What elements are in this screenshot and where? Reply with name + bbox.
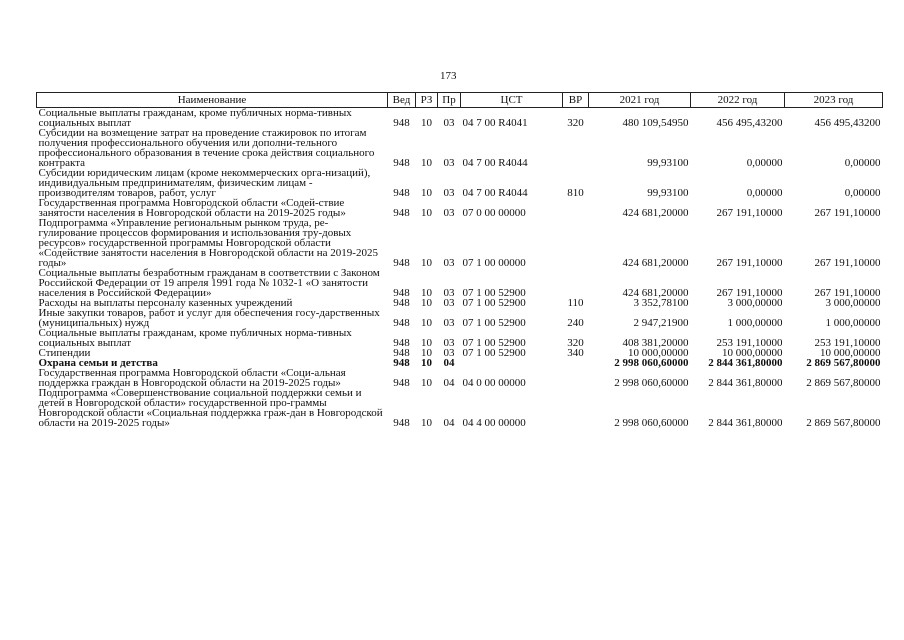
row-amount-2022: 2 844 361,80000 (708, 377, 783, 389)
row-amount-2022: 1 000,00000 (727, 317, 783, 329)
row-name: Субсидии юридическим лицам (кроме некоммерческих орга-низаций), индивидуальным предпринимателям, физическим лицам - производителям товаров, работ, услуг (38, 167, 371, 199)
row-pr: 04 (443, 417, 455, 429)
row-pr: 03 (443, 337, 455, 349)
row-name: Социальные выплаты гражданам, кроме публичных норма-тивных социальных выплат (38, 107, 352, 129)
header-2022: 2022 год (691, 93, 785, 108)
table-row (37, 218, 883, 268)
row-amount-2023: 2 869 567,80000 (806, 417, 881, 429)
row-rz: 10 (421, 297, 432, 309)
row-amount-2023: 0,00000 (844, 157, 881, 169)
row-amount-2021: 424 681,20000 (622, 207, 689, 219)
header-pr: Пр (438, 93, 461, 108)
row-ved: 948 (393, 297, 410, 309)
row-name: Субсидии на возмещение затрат на проведение стажировок по итогам получения профессионального обучения или дополни-тельного профессионального образования в течение срока действия социального контракта (38, 127, 375, 169)
row-name: Расходы на выплаты персоналу казенных учреждений (38, 297, 293, 309)
page-number: 173 (440, 70, 457, 82)
header-rz: РЗ (416, 93, 438, 108)
row-amount-2023: 2 869 567,80000 (806, 357, 881, 369)
row-amount-2022: 3 000,00000 (727, 297, 783, 309)
row-ved: 948 (393, 357, 410, 369)
row-cst: 04 0 00 00000 (462, 377, 526, 389)
row-rz: 10 (421, 347, 432, 359)
row-cst: 07 1 00 52900 (462, 317, 526, 329)
row-amount-2023: 2 869 567,80000 (806, 377, 881, 389)
row-vr (563, 128, 589, 168)
row-name: Социальные выплаты безработным гражданам в соответствии с Законом Российской Федерации от 19 апреля 1991 года № 1032-1 «О занятости населения в Российской Федерации» (38, 267, 380, 299)
row-rz: 10 (421, 357, 432, 369)
row-name: Охрана семьи и детства (38, 357, 158, 369)
row-pr: 03 (443, 187, 455, 199)
row-vr (563, 268, 589, 298)
row-vr (563, 368, 589, 388)
row-vr: 240 (567, 317, 584, 329)
table-row (37, 328, 883, 348)
row-amount-2023: 10 000,00000 (820, 347, 881, 359)
row-amount-2023: 0,00000 (844, 187, 881, 199)
row-ved: 948 (393, 337, 410, 349)
row-amount-2022: 267 191,10000 (716, 257, 783, 269)
row-name: Государственная программа Новгородской области «Содей-ствие занятости населения в Новгородской области на 2019-2025 годы» (38, 197, 346, 219)
row-cst: 04 7 00 R4044 (462, 157, 528, 169)
row-pr: 03 (443, 317, 455, 329)
row-rz: 10 (421, 417, 432, 429)
row-amount-2022: 267 191,10000 (716, 287, 783, 299)
row-amount-2021: 99,93100 (647, 157, 689, 169)
row-cst: 04 7 00 R4041 (462, 117, 528, 129)
row-pr: 03 (443, 157, 455, 169)
row-vr: 320 (567, 337, 584, 349)
row-cst: 07 1 00 52900 (462, 347, 526, 359)
row-amount-2021: 2 998 060,60000 (614, 357, 689, 369)
table-row (37, 128, 883, 168)
row-amount-2021: 3 352,78100 (633, 297, 689, 309)
row-pr: 03 (443, 207, 455, 219)
row-cst (461, 358, 563, 368)
row-cst: 04 4 00 00000 (462, 417, 526, 429)
row-vr: 320 (567, 117, 584, 129)
table-row (37, 268, 883, 298)
row-ved: 948 (393, 157, 410, 169)
row-name: Государственная программа Новгородской области «Соци-альная поддержка граждан в Новгородской области на 2019-2025 годы» (38, 367, 346, 389)
row-rz: 10 (421, 337, 432, 349)
row-rz: 10 (421, 287, 432, 299)
row-vr: 340 (567, 347, 584, 359)
row-vr (563, 198, 589, 218)
header-2021: 2021 год (589, 93, 691, 108)
table-row (37, 368, 883, 388)
row-amount-2022: 456 495,43200 (716, 117, 783, 129)
row-amount-2023: 267 191,10000 (814, 207, 881, 219)
row-amount-2021: 408 381,20000 (622, 337, 689, 349)
row-pr: 03 (443, 287, 455, 299)
row-name: Стипендии (38, 347, 91, 359)
row-ved: 948 (393, 207, 410, 219)
row-cst: 07 0 00 00000 (462, 207, 526, 219)
row-ved: 948 (393, 117, 410, 129)
table-row (37, 388, 883, 428)
row-vr (563, 358, 589, 368)
row-amount-2021: 424 681,20000 (622, 287, 689, 299)
row-rz: 10 (421, 317, 432, 329)
table-body (37, 108, 883, 429)
row-amount-2022: 267 191,10000 (716, 207, 783, 219)
row-ved: 948 (393, 187, 410, 199)
row-amount-2021: 2 947,21900 (633, 317, 689, 329)
row-pr: 04 (443, 357, 455, 369)
row-amount-2022: 2 844 361,80000 (708, 417, 783, 429)
row-vr: 810 (567, 187, 584, 199)
row-amount-2021: 10 000,00000 (628, 347, 689, 359)
row-amount-2023: 1 000,00000 (825, 317, 881, 329)
row-rz: 10 (421, 187, 432, 199)
row-amount-2022: 0,00000 (746, 157, 783, 169)
row-amount-2023: 456 495,43200 (814, 117, 881, 129)
row-cst: 07 1 00 52900 (462, 287, 526, 299)
row-pr: 04 (443, 377, 455, 389)
row-amount-2023: 253 191,10000 (814, 337, 881, 349)
row-ved: 948 (393, 347, 410, 359)
row-cst: 04 7 00 R4044 (462, 187, 528, 199)
row-rz: 10 (421, 257, 432, 269)
table-row (37, 198, 883, 218)
header-name: Наименование (37, 93, 388, 108)
row-amount-2021: 2 998 060,60000 (614, 377, 689, 389)
header-vr: ВР (563, 93, 589, 108)
table-header-row (37, 93, 883, 108)
row-amount-2022: 0,00000 (746, 187, 783, 199)
row-ved: 948 (393, 377, 410, 389)
budget-table (36, 92, 883, 428)
row-vr: 110 (567, 297, 584, 309)
row-name: Подпрограмма «Совершенствование социальной поддержки семьи и детей в Новгородской области» государственной про-граммы Новгородской области «Социальная поддержка граж-дан в Новгородской области на 2019-2025 годы» (38, 387, 383, 429)
row-pr: 03 (443, 347, 455, 359)
table-row (37, 168, 883, 198)
header-2023: 2023 год (785, 93, 883, 108)
row-amount-2021: 99,93100 (647, 187, 689, 199)
row-ved: 948 (393, 287, 410, 299)
row-amount-2023: 3 000,00000 (825, 297, 881, 309)
row-name: Социальные выплаты гражданам, кроме публичных норма-тивных социальных выплат (38, 327, 352, 349)
table-row (37, 108, 883, 129)
row-amount-2022: 10 000,00000 (722, 347, 783, 359)
row-amount-2023: 267 191,10000 (814, 287, 881, 299)
row-name: Иные закупки товаров, работ и услуг для обеспечения госу-дарственных (муниципальных) нужд (38, 307, 380, 329)
row-pr: 03 (443, 257, 455, 269)
table-row (37, 308, 883, 328)
row-amount-2021: 480 109,54950 (622, 117, 689, 129)
row-amount-2023: 267 191,10000 (814, 257, 881, 269)
row-rz: 10 (421, 377, 432, 389)
row-amount-2022: 253 191,10000 (716, 337, 783, 349)
row-rz: 10 (421, 157, 432, 169)
row-cst: 07 1 00 52900 (462, 297, 526, 309)
row-amount-2022: 2 844 361,80000 (708, 357, 783, 369)
row-cst: 07 1 00 52900 (462, 337, 526, 349)
row-vr (563, 218, 589, 268)
row-amount-2021: 424 681,20000 (622, 257, 689, 269)
row-rz: 10 (421, 207, 432, 219)
row-vr (563, 388, 589, 428)
row-name: Подпрограмма «Управление региональным рынком труда, ре-гулирование процессов формирования и использования тру-довых ресурсов» государственной программы Новгородской области «Содействие занятости населения в Новгородской области на 2019-2025 годы» (38, 217, 378, 269)
row-pr: 03 (443, 117, 455, 129)
row-ved: 948 (393, 317, 410, 329)
row-ved: 948 (393, 257, 410, 269)
row-amount-2021: 2 998 060,60000 (614, 417, 689, 429)
header-cst: ЦСТ (461, 93, 563, 108)
row-rz: 10 (421, 117, 432, 129)
row-ved: 948 (393, 417, 410, 429)
row-pr: 03 (443, 297, 455, 309)
header-ved: Вед (388, 93, 416, 108)
row-cst: 07 1 00 00000 (462, 257, 526, 269)
